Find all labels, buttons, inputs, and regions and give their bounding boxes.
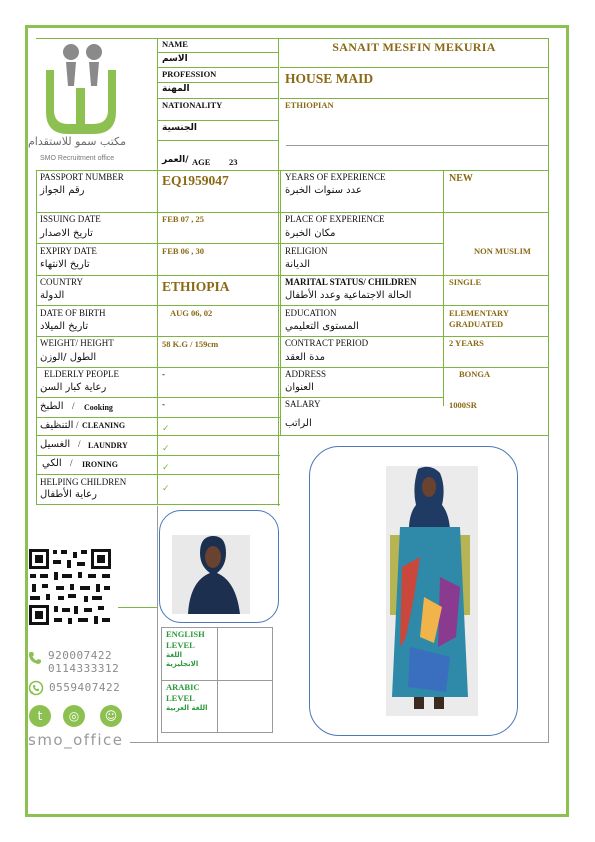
- contract-label-en: CONTRACT PERIOD: [285, 338, 369, 348]
- profession-label-ar: المهنة: [162, 84, 190, 94]
- helping-children-label-ar: رعاية الأطفال: [40, 489, 97, 500]
- dob-value: AUG 06, 02: [170, 308, 213, 318]
- name-label-ar: الاسم: [162, 54, 188, 64]
- phone-number-2: 0114333312: [48, 662, 120, 675]
- laundry-sep: /: [78, 439, 81, 449]
- address-value: BONGA: [459, 369, 491, 379]
- whatsapp-number: 0559407422: [49, 681, 121, 694]
- age-label-ar: العمر/: [162, 155, 189, 165]
- dob-label-ar: تاريخ الميلاد: [40, 321, 89, 332]
- qr-code: [28, 548, 112, 626]
- cooking-label-en: Cooking: [84, 403, 113, 412]
- salary-label-en: SALARY: [285, 399, 321, 409]
- weight-height-label-en: WEIGHT/ HEIGHT: [40, 338, 114, 348]
- education-value-line1: ELEMENTARY: [449, 308, 509, 318]
- country-value: ETHIOPIA: [162, 279, 230, 294]
- arabic-level-label-2: LEVEL: [166, 693, 195, 703]
- helping-children-label-en: HELPING CHILDREN: [40, 477, 127, 487]
- passport-label-en: PASSPORT NUMBER: [40, 172, 124, 182]
- address-label-en: ADDRESS: [285, 369, 327, 379]
- nationality-value: ETHIOPIAN: [285, 100, 334, 110]
- religion-value: NON MUSLIM: [474, 246, 531, 256]
- cleaning-label-en: CLEANING: [82, 421, 126, 430]
- country-label-en: COUNTRY: [40, 277, 84, 287]
- education-value-line2: GRADUATED: [449, 319, 504, 329]
- place-experience-label-en: PLACE OF EXPERIENCE: [285, 214, 385, 224]
- expiry-date-value: FEB 06 , 30: [162, 246, 205, 256]
- issuing-date-value: FEB 07 , 25: [162, 214, 205, 224]
- cleaning-check-icon: ✓: [162, 423, 170, 433]
- profession-value: HOUSE MAID: [285, 71, 374, 86]
- years-experience-value: NEW: [449, 173, 473, 184]
- passport-value: EQ1959047: [162, 173, 229, 188]
- age-label-en: AGE: [192, 157, 211, 167]
- brand-arabic-name: مكتب سمو للاستقدام: [28, 135, 126, 148]
- salary-value: 1000SR: [449, 400, 477, 410]
- laundry-label-en: LAUNDRY: [88, 441, 128, 450]
- nationality-label-ar: الجنسية: [162, 123, 197, 133]
- snapchat-icon[interactable]: ☺: [100, 705, 122, 727]
- arabic-level-label-ar: اللغة العربية: [166, 704, 208, 712]
- smo-logo-mark: [28, 40, 156, 170]
- profession-label-en: PROFESSION: [162, 69, 217, 79]
- expiry-date-label-en: EXPIRY DATE: [40, 246, 97, 256]
- english-level-label-1: ENGLISH: [166, 629, 205, 639]
- helping-children-check-icon: ✓: [162, 483, 170, 493]
- country-label-ar: الدولة: [40, 290, 65, 301]
- cleaning-label-ar: التنظيف: [40, 420, 74, 431]
- education-label-en: EDUCATION: [285, 308, 337, 318]
- arabic-level-label-1: ARABIC: [166, 682, 200, 692]
- address-label-ar: العنوان: [285, 382, 314, 393]
- laundry-label-ar: الغسيل: [40, 439, 71, 450]
- ironing-label-en: IRONING: [82, 460, 119, 469]
- phone-number-1: 920007422: [48, 649, 113, 662]
- brand-logo: [28, 40, 156, 170]
- whatsapp-icon: [28, 680, 44, 696]
- elderly-label-en: ELDERLY PEOPLE: [44, 369, 120, 379]
- laundry-check-icon: ✓: [162, 443, 170, 453]
- english-level-label-2: LEVEL: [166, 640, 195, 650]
- passport-label-ar: رقم الجواز: [40, 185, 85, 196]
- dob-label-en: DATE OF BIRTH: [40, 308, 106, 318]
- weight-height-label-ar: الطول /الوزن: [40, 352, 97, 363]
- expiry-date-label-ar: تاريخ الانتهاء: [40, 259, 90, 270]
- phone-icon: [28, 651, 42, 665]
- twitter-icon[interactable]: t: [29, 705, 51, 727]
- issuing-date-label-en: ISSUING DATE: [40, 214, 101, 224]
- contract-value: 2 YEARS: [449, 338, 484, 348]
- issuing-date-label-ar: تاريخ الاصدار: [40, 228, 93, 239]
- name-value: SANAIT MESFIN MEKURIA: [332, 40, 496, 54]
- ironing-label-ar: الكي: [42, 458, 62, 469]
- salary-label-ar: الراتب: [285, 418, 312, 429]
- brand-handle: smo_office: [28, 731, 124, 749]
- marital-label-ar: الحالة الاجتماعية وعدد الأطفال: [285, 290, 412, 301]
- religion-label-en: RELIGION: [285, 246, 328, 256]
- place-experience-label-ar: مكان الخبرة: [285, 228, 336, 239]
- ironing-sep: /: [70, 458, 73, 468]
- instagram-icon[interactable]: ◎: [63, 705, 85, 727]
- portrait-photo-frame: [159, 510, 279, 623]
- contract-label-ar: مدة العقد: [285, 352, 325, 363]
- portrait-photo: [160, 511, 279, 623]
- education-label-ar: المستوى التعليمي: [285, 321, 359, 332]
- cleaning-sep: /: [76, 420, 79, 430]
- full-body-photo-frame: [309, 446, 518, 736]
- religion-label-ar: الديانة: [285, 259, 311, 270]
- name-label-en: NAME: [162, 39, 188, 49]
- years-experience-label-en: YEARS OF EXPERIENCE: [285, 172, 386, 182]
- brand-english-name: SMO Recruitment office: [40, 155, 115, 162]
- cooking-value: -: [162, 399, 165, 409]
- elderly-label-ar: رعاية كبار السن: [40, 382, 107, 393]
- age-value: 23: [229, 157, 238, 167]
- weight-height-value: 58 K.G / 159cm: [162, 339, 219, 349]
- cooking-sep: /: [72, 401, 75, 411]
- marital-value: SINGLE: [449, 277, 482, 287]
- ironing-check-icon: ✓: [162, 462, 170, 472]
- full-body-photo: [310, 447, 518, 736]
- english-level-label-ar: اللغة الانجليزية: [166, 651, 199, 669]
- nationality-label-en: NATIONALITY: [162, 100, 223, 110]
- marital-label-en: MARITAL STATUS/ CHILDREN: [285, 277, 417, 287]
- cooking-label-ar: الطبخ: [40, 401, 64, 412]
- years-experience-label-ar: عدد سنوات الخبرة: [285, 185, 362, 196]
- elderly-value: -: [162, 369, 165, 379]
